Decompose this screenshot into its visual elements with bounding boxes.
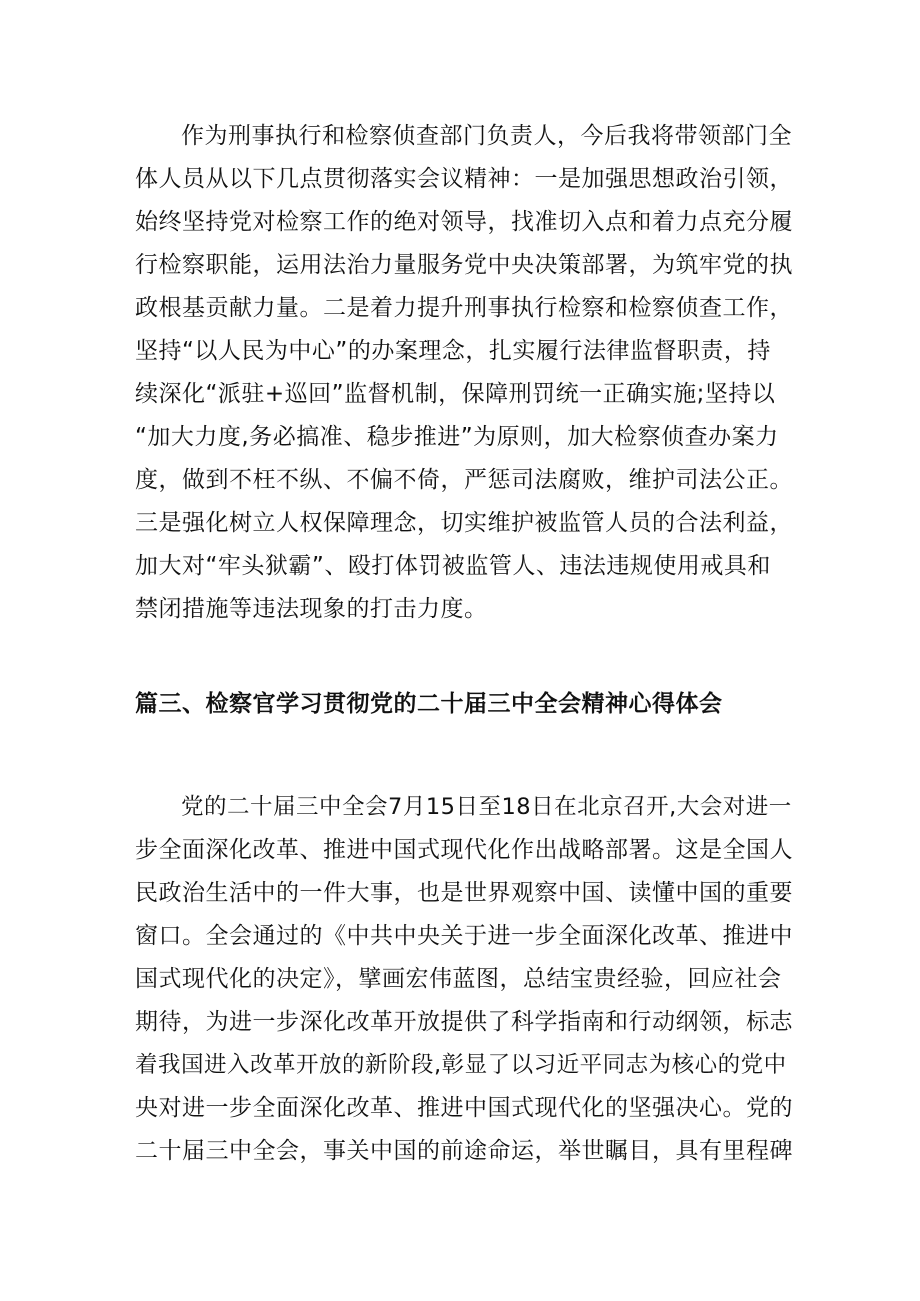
paragraph-line: 行检察职能，运用法治力量服务党中央决策部署，为筑牢党的执: [135, 252, 793, 278]
paragraph-line: 民政治生活中的一件大事，也是世界观察中国、读懂中国的重要: [135, 880, 793, 906]
paragraph-line: 坚持“以人民为中心”的办案理念，扎实履行法律监督职责，持: [135, 338, 771, 364]
paragraph-line: 期待，为进一步深化改革开放提供了科学指南和行动纲领，标志: [135, 1009, 793, 1035]
paragraph-line: “加大力度,务必搞准、稳步推进”为原则，加大检察侦查办案力: [135, 424, 779, 450]
paragraph-line: 续深化“派驻+巡回”监督机制，保障刑罚统一正确实施;坚持以: [135, 381, 776, 407]
paragraph-line: 度，做到不枉不纵、不偏不倚，严惩司法腐败，维护司法公正。: [135, 467, 793, 493]
paragraph-line: 三是强化树立人权保障理念，切实维护被监管人员的合法利益，: [135, 510, 793, 536]
paragraph-line: 国式现代化的决定》，擘画宏伟蓝图，总结宝贵经验，回应社会: [135, 966, 782, 992]
paragraph-line: 禁闭措施等违法现象的打击力度。: [135, 596, 488, 622]
paragraph-line: 作为刑事执行和检察侦查部门负责人，今后我将带领部门全: [181, 123, 792, 149]
section-heading: 篇三、检察官学习贯彻党的二十届三中全会精神心得体会: [135, 691, 723, 717]
paragraph-line: 二十届三中全会，事关中国的前途命运，举世瞩目，具有里程碑: [135, 1138, 793, 1164]
paragraph-line: 着我国进入改革开放的新阶段,彰显了以习近平同志为核心的党中: [135, 1052, 787, 1078]
paragraph-line: 加大对“牢头狱霸”、殴打体罚被监管人、违法违规使用戒具和: [135, 553, 771, 579]
paragraph-line: 央对进一步全面深化改革、推进中国式现代化的坚强决心。党的: [135, 1095, 793, 1121]
paragraph-line: 始终坚持党对检察工作的绝对领导，找准切入点和着力点充分履: [135, 209, 793, 235]
paragraph-line: 政根基贡献力量。二是着力提升刑事执行检察和检察侦查工作，: [135, 295, 793, 321]
paragraph-line: 党的二十届三中全会7月15日至18日在北京召开,大会对进一: [181, 794, 792, 820]
paragraph-line: 窗口。全会通过的《中共中央关于进一步全面深化改革、推进中: [135, 923, 793, 949]
paragraph-line: 步全面深化改革、推进中国式现代化作出战略部署。这是全国人: [135, 837, 793, 863]
paragraph-line: 体人员从以下几点贯彻落实会议精神：一是加强思想政治引领，: [135, 166, 793, 192]
